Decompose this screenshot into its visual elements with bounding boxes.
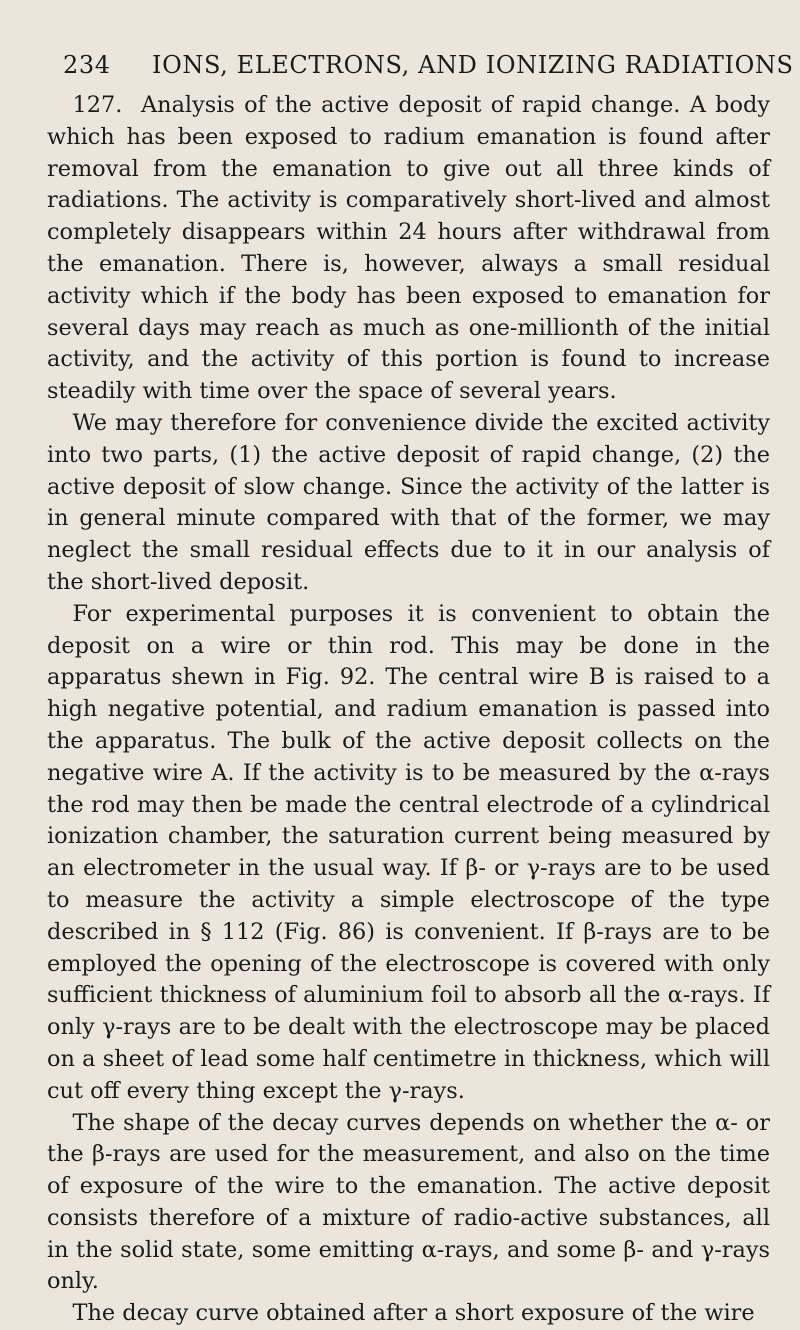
section-heading <box>73 92 681 118</box>
section-title: Analysis of the active deposit of rapid change. <box>140 92 681 118</box>
paragraph-2: We may therefore for convenience divide the excited activity into two parts, (1) the active deposit of rapid change, (2) the active deposit of slow change. Since the activity of the latter is in general minute compared with that of the former, we may neglect the small residual effects due to it in our analysis of the short-lived deposit. <box>47 409 770 595</box>
paragraph-3: For experimental purposes it is convenient to obtain the deposit on a wire or thin rod. This may be done in the apparatus shewn in Fig. 92. The central wire B is raised to a high negative potential, and radium emanation is passed into the apparatus. The bulk of the active deposit collects on the negative wire A. If the activity is to be measured by the α-rays the rod may then be made the central electrode of a cylindrical ionization chamber, the saturation current being measured by an electrometer in the usual way. If β- or γ-rays are to be used to measure the activity a simple electroscope of the type described in § 112 (Fig. 86) is convenient. If β-rays are to be employed the opening of the electroscope is covered with only sufficient thickness of aluminium foil to absorb all the α-rays. If only γ-rays are to be dealt with the electroscope may be placed on a sheet of lead some half centimetre in thickness, which will cut off every thing except the γ-rays. <box>47 600 770 1104</box>
section-number: 127. <box>72 92 123 118</box>
paragraph-5: The decay curve obtained after a short exposure of the wire <box>72 1300 755 1327</box>
running-head <box>47 50 794 80</box>
running-title: IONS, ELECTRONS, AND IONIZING RADIATIONS <box>152 51 794 79</box>
paragraph-text: A body which has been exposed to radium emanation is found after removal from the emanation to give out all three kinds of radiations. The activity is comparatively short-lived and almost completely disappears within 24 hours after withdrawal from the emanation. There is, however, always a small residual activity which if the body has been exposed to emanation for several days may reach as much as one-millionth of the initial activity, and the activity of this portion is found to increase steadily with time over the space of several years. <box>47 92 770 405</box>
body-text <box>47 90 770 1330</box>
paragraph-1 <box>47 90 770 408</box>
page-number: 234 <box>63 51 111 79</box>
paragraph-4: The shape of the decay curves depends on whether the α- or the β-rays are used for the measurement, and also on the time of exposure of the wire to the emanation. The active deposit consists therefore of a mixture of radio-active substances, all in the solid state, some emitting α-rays, and some β- and γ-rays only. <box>47 1109 770 1295</box>
